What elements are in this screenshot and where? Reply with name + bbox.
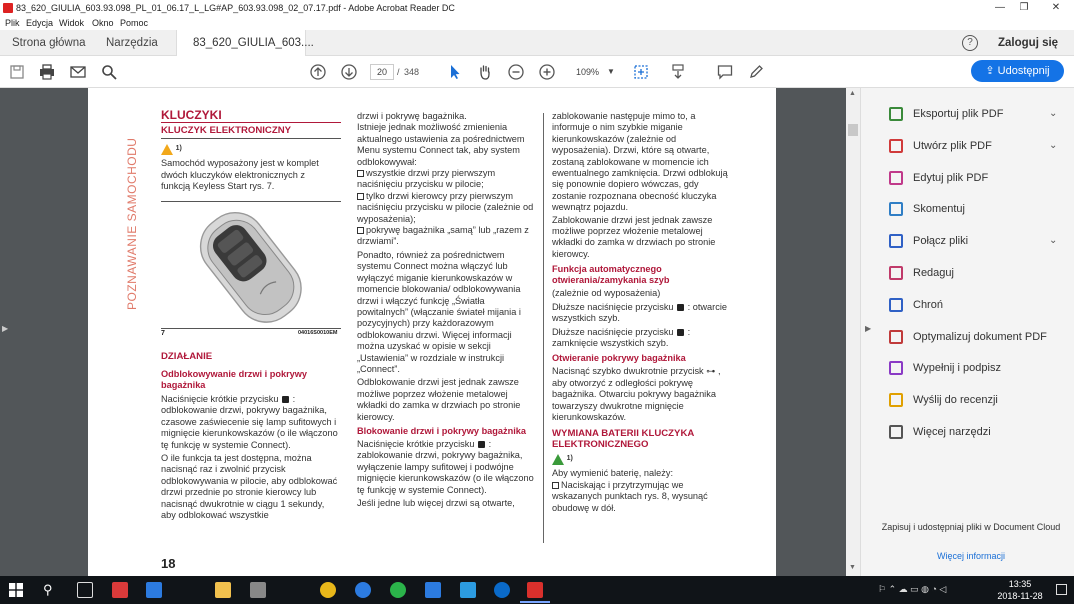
combine-icon [889, 234, 903, 248]
protect-icon [889, 298, 903, 312]
col3-p5 [552, 327, 732, 350]
tool-label: Optymalizuj dokument PDF [913, 330, 1047, 343]
tab-document[interactable] [176, 30, 314, 56]
hand-tool-icon[interactable] [477, 64, 493, 80]
notifications-icon[interactable] [1056, 584, 1067, 595]
col2-b3 [357, 225, 537, 248]
left-collapse-icon[interactable]: ▶ [2, 324, 9, 333]
col3-p1: zablokowanie następuje mimo to, a informuje o nim szybkie miganie kierunkowskazów (zależnie od wyposażenia). Drzwi, które są otwarte, zostaną zablokowane w momencie ich ewentualnego zamknięcia. Drzwi odblokują się ponownie dopiero wówczas, gdy zostanie rozpoznana obecność kluczyka wewnątrz pojazdu. [552, 111, 728, 213]
checkbox-bullet-icon [357, 193, 364, 200]
tool-optimize[interactable] [889, 327, 1069, 347]
chevron-down-icon[interactable]: ⌄ [1049, 139, 1058, 151]
figure-bottom-rule [161, 328, 341, 329]
toolbar [0, 56, 1074, 88]
tool-label: Wypełnij i podpisz [913, 362, 1001, 375]
column-1 [161, 110, 341, 193]
chevron-down-icon[interactable]: ⌄ [1049, 108, 1058, 119]
tool-label: Utwórz plik PDF [913, 139, 992, 152]
column-3 [552, 111, 732, 514]
warning-icon [161, 144, 173, 155]
heading-kluczyk-elektroniczny: KLUCZYK ELEKTRONICZNY [161, 125, 292, 137]
tool-create-pdf[interactable] [889, 136, 1069, 156]
tool-label: Eksportuj plik PDF [913, 108, 1004, 120]
column-divider [543, 113, 544, 543]
heading-blokowanie: Blokowanie drzwi i pokrywy bagażnika [357, 425, 526, 436]
page-number: 18 [161, 556, 176, 571]
lock-icon [677, 329, 684, 336]
lock-icon [478, 441, 485, 448]
vertical-scrollbar[interactable] [846, 88, 860, 576]
zoom-in-icon[interactable] [539, 64, 555, 80]
menu-edycja[interactable]: Edycja [26, 18, 54, 28]
col2-p4: Odblokowanie drzwi jest jednak zawsze możliwe poprzez włożenie metalowej wkładki do zamka w drzwiach po stronie kierowcy. [357, 377, 521, 422]
col3-b1-text: Naciskając i przytrzymując we wskazanych punktach rys. 8, wysunąć obudowę w dół. [552, 479, 708, 513]
page-separator: / [397, 67, 400, 77]
title-bar [0, 0, 1074, 16]
tool-label: Wyślij do recenzji [913, 394, 998, 407]
env-row [552, 453, 732, 466]
taskbar-search-icon[interactable]: ⚲ [43, 582, 53, 597]
col3-p6: Nacisnąć szybko dwukrotnie przycisk ⊶ , aby otworzyć z odległości pokrywę bagażnika. Otwarciu pokrywy bagażnika towarzyszy dwukrotne mignięcie kierunkowskazów. [552, 366, 721, 422]
unlock-text [161, 394, 341, 451]
col3-p4 [552, 302, 732, 325]
page-down-icon[interactable] [341, 64, 357, 80]
unlock-text-2: O ile funkcja ta jest dostępna, można nacisnąć raz i zwolnić przycisk odblokowywania w pilocie, aby odblokować drzwi przednie po stronie kierowcy lub nacisnąć dwukrotnie w ciągu 1 sekundy, aby odblokować wszystkie [161, 453, 338, 521]
active-app-indicator [520, 601, 550, 603]
share-button[interactable] [971, 60, 1064, 82]
col2-p1: drzwi i pokrywę bagażnika. [357, 111, 467, 121]
heading-auto-windows: Funkcja automatycznego otwierania/zamykania szyb [552, 264, 670, 286]
tools-panel [860, 88, 1074, 576]
tab-home[interactable]: Strona główna [12, 37, 86, 49]
environment-icon [552, 454, 564, 465]
column-2 [357, 111, 537, 509]
tool-export-pdf[interactable] [889, 104, 1069, 124]
col2-b3-text: pokrywę bagażnika „samą” lub „razem z drzwiami”. [357, 225, 529, 247]
acrobat-app-icon [3, 3, 13, 13]
redact-icon [889, 266, 903, 280]
intro-text: Samochód wyposażony jest w komplet dwóch kluczyków elektronicznych z funkcją Keyless Start rys. 7. [161, 158, 319, 192]
checkbox-bullet-icon [357, 170, 364, 177]
tool-comment[interactable] [889, 199, 1069, 219]
env-ref: 1) [566, 455, 573, 463]
tool-label: Edytuj plik PDF [913, 171, 989, 184]
col2-b2-text: tylko drzwi kierowcy przy pierwszym naciśnięciu przycisku w pilocie (zależnie od wyposażenia); [357, 190, 534, 224]
figure-code: 04016S0010EM [298, 330, 338, 336]
taskbar [0, 576, 1074, 604]
tool-more-tools[interactable] [889, 422, 1069, 442]
tool-edit-pdf[interactable] [889, 168, 1069, 188]
warning-row [161, 143, 341, 156]
share-icon: ⇪ [985, 65, 998, 77]
app-icon-2[interactable] [146, 582, 162, 598]
document-viewport[interactable] [0, 88, 860, 576]
menu-widok[interactable]: Widok [59, 18, 85, 28]
col2-b1 [357, 168, 537, 191]
heading-trunk: Otwieranie pokrywy bagażnika [552, 353, 686, 364]
ie-icon[interactable] [494, 582, 510, 598]
tool-protect[interactable] [889, 295, 1069, 315]
zoom-select[interactable] [570, 64, 622, 80]
tool-fill-sign[interactable] [889, 358, 1069, 378]
page-number-input[interactable]: 20 [370, 64, 394, 80]
maximize-button[interactable]: ❐ [1019, 2, 1029, 13]
col3-p2: Zablokowanie drzwi jest jednak zawsze możliwe poprzez włożenie metalowej wkładki do zamka w drzwiach po stronie kierowcy. [552, 214, 716, 259]
whatsapp-icon[interactable] [390, 582, 406, 598]
scroll-down-icon[interactable]: ▼ [849, 564, 856, 571]
draw-tool-icon[interactable] [748, 64, 764, 80]
tab-document-label: 83_620_GIULIA_603.... [193, 37, 314, 49]
select-cursor-icon[interactable] [447, 64, 463, 80]
figure-number: 7 [161, 330, 165, 337]
pdf-page [88, 88, 776, 576]
key-fob-figure [161, 202, 341, 327]
col2-p5-b: : zablokowanie drzwi, pokrywy bagażnika, wyłączenie lampy sufitowej i podwójne mignięcie kierunkowskazów (o ile włączono tę funkcję w systemie Connect). [357, 438, 534, 495]
tool-combine[interactable] [889, 231, 1069, 251]
col3-b1 [552, 480, 732, 514]
lock-icon [282, 396, 289, 403]
col2-b1-text: wszystkie drzwi przy pierwszym naciśnięciu przycisku w pilocie; [357, 168, 496, 190]
tab-tools[interactable]: Narzędzia [106, 37, 158, 49]
optimize-icon [889, 330, 903, 344]
more-info-link[interactable]: Więcej informacji [936, 551, 1005, 561]
tab-bar [0, 30, 1074, 56]
col3-p4-a: Dłuższe naciśnięcie przycisku [552, 301, 674, 312]
menu-pomoc[interactable]: Pomoc [120, 18, 149, 28]
checkbox-bullet-icon [357, 227, 364, 234]
checkbox-bullet-icon [552, 482, 559, 489]
help-icon[interactable]: ? [962, 35, 978, 51]
scroll-mode-icon[interactable] [670, 64, 686, 80]
more-tools-icon [889, 425, 903, 439]
fill-sign-icon [889, 361, 903, 375]
zoom-out-icon[interactable] [508, 64, 524, 80]
column-1-body [161, 351, 341, 521]
share-label: Udostępnij [997, 65, 1050, 77]
divider [161, 138, 341, 139]
col3-p5-a: Dłuższe naciśnięcie przycisku [552, 326, 674, 337]
windows-start-icon[interactable] [9, 583, 23, 597]
col3-p3: (zależnie od wyposażenia) [552, 288, 661, 299]
fit-page-icon[interactable] [633, 64, 649, 80]
chevron-down-icon[interactable]: ⌄ [1049, 235, 1058, 247]
search-icon[interactable] [101, 64, 117, 80]
tool-label: Redaguj [913, 267, 954, 279]
clock-time[interactable]: 13:35 [1008, 579, 1032, 589]
cloud-promo-text: Zapisuj i udostępniaj pliki w Document Cloud [881, 522, 1061, 532]
side-section-label: POZNAWANIE SAMOCHODU [125, 137, 139, 310]
save-icon[interactable] [9, 64, 25, 80]
col2-b2 [357, 191, 537, 225]
col2-p5 [357, 439, 537, 496]
app-icon-1[interactable] [112, 582, 128, 598]
tool-redact[interactable] [889, 263, 1069, 283]
tool-label: Połącz pliki [913, 235, 969, 248]
edge-icon[interactable] [355, 582, 371, 598]
acrobat-taskbar-icon[interactable] [527, 582, 543, 598]
calculator-icon[interactable] [250, 582, 266, 598]
comment-tool-icon[interactable] [717, 64, 733, 80]
col3-p4-b: : otwarcie wszystkich szyb. [552, 301, 727, 324]
tool-label: Więcej narzędzi [913, 426, 991, 438]
chevron-down-icon: ▼ [607, 67, 615, 76]
window-title: 83_620_GIULIA_603.93.098_PL_01_06.17_L_LG#AP_603.93.098_02_07.17.pdf - Adobe Acrobat Reader DC [16, 3, 455, 13]
col3-p7: Aby wymienić baterię, należy: [552, 468, 674, 479]
col2-p3: Ponadto, również za pośrednictwem systemu Connect można włączyć lub wyłączyć miganie kierunkowskazów w momencie blokowania/ odblokowywania drzwi i włączyć funkcję „Światła powitalnych” (włączanie świateł mijania i pozycyjnych) przy każdorazowym odblokowaniu drzwi. Więcej informacji można uzyskać w opisie w sekcji „Ustawienia” w rozdziale w instrukcji „Connect”. [357, 249, 521, 374]
file-explorer-icon[interactable] [215, 582, 231, 598]
menu-okno[interactable]: Okno [92, 18, 114, 28]
warning-ref: 1) [175, 145, 182, 153]
skype-icon[interactable] [460, 582, 476, 598]
lock-icon [677, 304, 684, 311]
zoom-value: 109% [576, 67, 600, 77]
unlock-text-a: Naciśnięcie krótkie przycisku [161, 394, 279, 404]
sign-in-link[interactable]: Zaloguj się [998, 37, 1059, 49]
edit-pdf-icon [889, 171, 903, 185]
clock-date[interactable]: 2018-11-28 [997, 591, 1043, 601]
heading-dzialanie: DZIAŁANIE [161, 351, 213, 362]
tray-icons[interactable]: ⚐ ⌃ ☁ ▭ ◍ ◔ ◁ [878, 584, 947, 594]
scroll-up-icon[interactable]: ▲ [849, 90, 856, 97]
tool-label: Skomentuj [913, 203, 965, 216]
chrome-icon[interactable] [320, 582, 336, 598]
mail-icon[interactable] [425, 582, 441, 598]
tool-send-review[interactable] [889, 390, 1069, 410]
menu-plik[interactable]: Plik [5, 18, 20, 28]
email-icon[interactable] [70, 64, 86, 80]
menu-bar [0, 16, 1074, 30]
create-pdf-icon [889, 139, 903, 153]
heading-rule [161, 122, 341, 123]
page-total: 348 [404, 67, 420, 77]
close-window-button[interactable]: ✕ [1051, 2, 1061, 13]
export-pdf-icon [889, 107, 903, 121]
panel-collapse-icon[interactable]: ▶ [865, 324, 872, 333]
col2-p6: Jeśli jedne lub więcej drzwi są otwarte, [357, 498, 515, 508]
col2-p2: Istnieje jednak możliwość zmienienia aktualnego ustawienia za pośrednictwem Menu systemu Connect tak, aby system odblokowywał: [357, 122, 525, 167]
heading-battery: WYMIANA BATERII KLUCZYKA ELEKTRONICZNEGO [552, 428, 694, 451]
print-icon[interactable] [39, 64, 55, 80]
task-view-icon[interactable] [77, 582, 93, 598]
minimize-button[interactable]: — [995, 2, 1005, 13]
tool-label: Chroń [913, 298, 943, 311]
comment-icon [889, 202, 903, 216]
scroll-thumb[interactable] [848, 124, 858, 136]
unlock-text-b: : odblokowanie drzwi, pokrywy bagażnika, czasowe zaświecenie się lamp sufitowych i mignięcie kierunkowskazów (o ile włączono tę funkcję w systemie Connect). [161, 394, 338, 450]
col3-p5-b: : zamknięcie wszystkich szyb. [552, 326, 691, 348]
heading-odblokowywanie: Odblokowywanie drzwi i pokrywy bagażnika [161, 369, 308, 390]
col2-p5-a: Naciśnięcie krótkie przycisku [357, 438, 475, 449]
send-review-icon [889, 393, 903, 407]
heading-kluczyki: KLUCZYKI [161, 108, 222, 122]
page-up-icon[interactable] [310, 64, 326, 80]
